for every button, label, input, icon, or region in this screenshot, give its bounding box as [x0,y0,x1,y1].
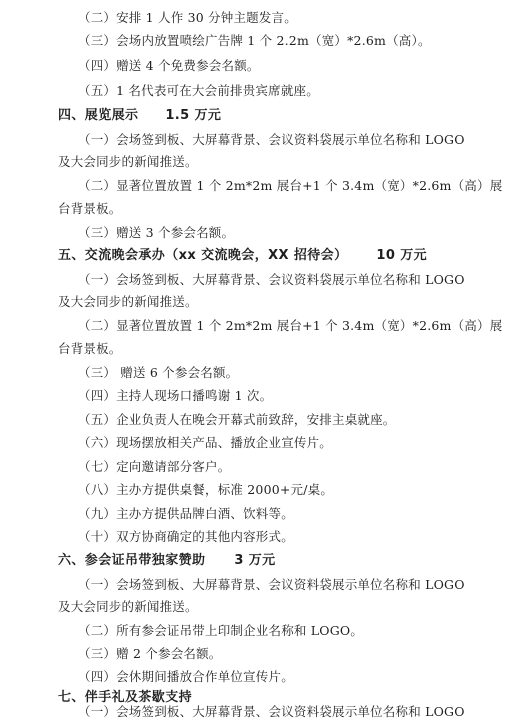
text-line: （一）会场签到板、大屏幕背景、会议资料袋展示单位名称和 LOGO [78,272,465,287]
text-line: （七）定向邀请部分客户。 [78,459,231,474]
text-line: （一）会场签到板、大屏幕背景、会议资料袋展示单位名称和 LOGO [78,577,465,592]
section-title: 六、参会证吊带独家赞助 [58,553,206,568]
text-line: （四）赠送 4 个免费参会名额。 [78,58,260,73]
section-title: 五、交流晚会承办（xx 交流晚会，XX 招待会） [58,248,348,263]
text-line: （八）主办方提供桌餐，标准 2000+元/桌。 [78,482,334,497]
text-line: （二）显著位置放置 1 个 2m*2m 展台+1 个 3.4m（宽）*2.6m（高）展 [78,178,503,193]
text-line: 台背景板。 [58,201,122,216]
text-line: （四）主持人现场口播鸣谢 1 次。 [78,388,273,403]
text-line: （五）1 名代表可在大会前排贵宾席就座。 [78,83,319,98]
text-line: 及大会同步的新闻推送。 [58,294,198,309]
text-line: （三）赠 2 个参会名额。 [78,646,222,661]
text-line: （三） 赠送 6 个参会名额。 [78,365,239,380]
section-heading-7: 七、伴手礼及茶歇支持 [58,690,193,705]
text-line: （一）会场签到板、大屏幕背景、会议资料袋展示单位名称和 LOGO [78,132,465,147]
section-heading-4 [58,108,221,124]
section-title: 四、展览展示 [58,108,139,123]
text-line: （九）主办方提供品牌白酒、饮料等。 [78,506,294,521]
text-line: （三）赠送 3 个参会名额。 [78,225,235,240]
text-line: （四）会休期间播放合作单位宣传片。 [78,669,294,684]
section-heading-5 [58,248,427,264]
text-line: （二）所有参会证吊带上印制企业名称和 LOGO。 [78,623,364,638]
text-line: （一）会场签到板、大屏幕背景、会议资料袋展示单位名称和 LOGO [78,704,465,719]
text-line: （二）安排 1 人作 30 分钟主题发言。 [78,10,297,25]
text-line: （五）企业负责人在晚会开幕式前致辞，安排主桌就座。 [78,412,396,427]
section-amount: 1.5 万元 [165,108,222,123]
text-line: （十）双方协商确定的其他内容形式。 [78,529,294,544]
text-line: 台背景板。 [58,341,122,356]
text-line: （三）会场内放置喷绘广告牌 1 个 2.2m（宽）*2.6m（高）。 [78,33,431,48]
text-line: （六）现场摆放相关产品、播放企业宣传片。 [78,435,333,450]
text-line: 及大会同步的新闻推送。 [58,154,198,169]
section-heading-6 [58,553,276,569]
section-amount: 3 万元 [234,553,276,568]
section-amount: 10 万元 [376,248,428,263]
text-line: （二）显著位置放置 1 个 2m*2m 展台+1 个 3.4m（宽）*2.6m（高）展 [78,318,503,333]
text-line: 及大会同步的新闻推送。 [58,599,198,614]
